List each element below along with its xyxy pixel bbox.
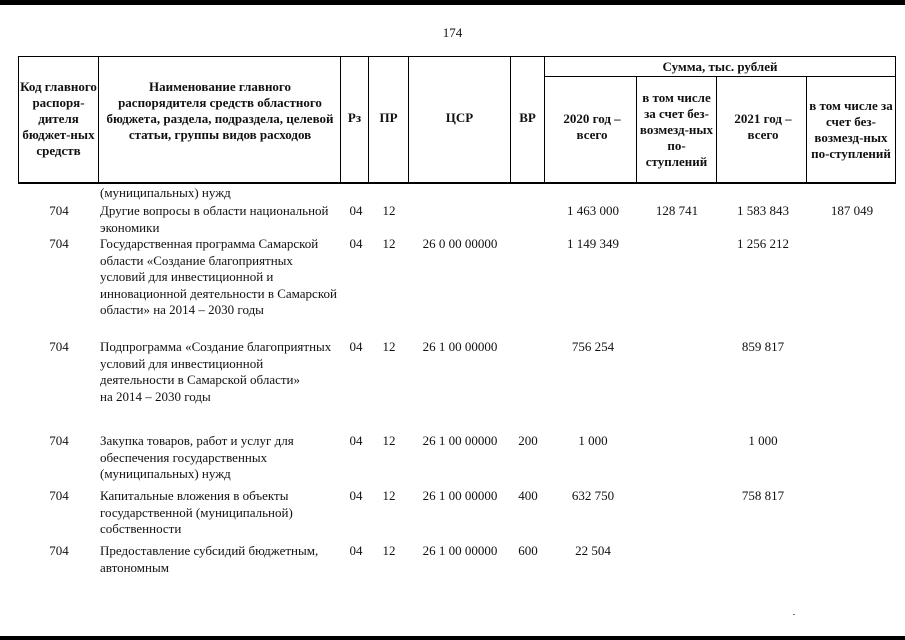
header-2020-total: 2020 год – всего: [563, 111, 621, 142]
row-csr: 26 0 00 00000: [422, 236, 498, 251]
row-2021-total: 859 817: [741, 339, 785, 354]
header-name: Наименование главного распорядителя средств областного бюджета, раздела, подраздела, целевой статьи, группы видов расходов: [106, 79, 334, 142]
header-bottom-line: [18, 182, 896, 184]
row-pr: 12: [382, 488, 396, 503]
row-2020-total: 1 149 349: [567, 236, 619, 251]
bottom-border: [0, 636, 905, 640]
row-name: Закупка товаров, работ и услуг для обеспечения государственных (муниципальных) нужд: [100, 433, 294, 481]
header-pr: ПР: [379, 110, 398, 125]
top-border: [0, 0, 905, 5]
row-2020-total: 756 254: [571, 339, 615, 354]
row-2021-total: 1 000: [748, 433, 778, 448]
row-2020-total: 1 463 000: [567, 203, 619, 218]
row-vr: 200: [518, 433, 538, 448]
scan-speck: [793, 614, 795, 615]
row-code: 704: [49, 236, 69, 251]
row-2021-gratuitous: 187 049: [830, 203, 874, 218]
sum-divider-line: [544, 76, 896, 77]
row-pr: 12: [382, 433, 396, 448]
row-name: Подпрограмма «Создание благоприятных условий для инвестиционной деятельности в Самарской области» на 2014 – 2030 годы: [100, 339, 332, 404]
page-number: 174: [442, 25, 463, 40]
row-csr: 26 1 00 00000: [422, 543, 498, 558]
header-2020-gratuitous: в том числе за счет без-возмезд-ных по-ступлений: [639, 90, 714, 169]
row-rz: 04: [349, 433, 363, 448]
vline-10: [895, 56, 896, 183]
row-code: 704: [49, 433, 69, 448]
row-2021-total: 758 817: [741, 488, 785, 503]
row-vr: 400: [518, 488, 538, 503]
row-2020-gratuitous: 128 741: [655, 203, 699, 218]
header-vr: ВР: [519, 110, 536, 125]
row-code: 704: [49, 488, 69, 503]
row-2021-total: 1 256 212: [737, 236, 789, 251]
row-rz: 04: [349, 203, 363, 218]
row-name: Государственная программа Самарской области «Создание благоприятных условий для инвестиционной и инновационной деятельности в Самарской области» на 2014 – 2030 годы: [100, 236, 337, 317]
row-2020-total: 1 000: [578, 433, 608, 448]
row-pr: 12: [382, 339, 396, 354]
row-csr: 26 1 00 00000: [422, 339, 498, 354]
row-rz: 04: [349, 339, 363, 354]
vline-1: [98, 56, 99, 183]
row-code: 704: [49, 543, 69, 558]
row-2020-total: 22 504: [575, 543, 611, 558]
header-code: Код главного распоря-дителя бюджет-ных средств: [20, 79, 97, 158]
row-code: 704: [49, 339, 69, 354]
row-vr: 600: [518, 543, 538, 558]
header-csr: ЦСР: [445, 110, 474, 125]
row-csr: 26 1 00 00000: [422, 488, 498, 503]
row-code: 704: [49, 203, 69, 218]
row-rz: 04: [349, 236, 363, 251]
row-name: Капитальные вложения в объекты государственной (муниципальной) собственности: [100, 488, 293, 536]
row-csr: 26 1 00 00000: [422, 433, 498, 448]
row-2021-total: 1 583 843: [737, 203, 789, 218]
vline-8: [716, 76, 717, 183]
header-2021-gratuitous: в том числе за счет без-возмезд-ных по-ступлений: [809, 98, 893, 161]
row-pr: 12: [382, 236, 396, 251]
header-rz: Рз: [347, 110, 362, 125]
row-rz: 04: [349, 488, 363, 503]
row-name: Предоставление субсидий бюджетным, автономным: [100, 543, 319, 575]
header-sum: Сумма, тыс. рублей: [662, 58, 778, 74]
row-2020-total: 632 750: [571, 488, 615, 503]
row-rz: 04: [349, 543, 363, 558]
row-pr: 12: [382, 543, 396, 558]
header-2021-total: 2021 год – всего: [734, 111, 792, 142]
continuation-text: (муниципальных) нужд: [100, 185, 231, 200]
row-pr: 12: [382, 203, 396, 218]
row-name: Другие вопросы в области национальной экономики: [100, 203, 329, 235]
